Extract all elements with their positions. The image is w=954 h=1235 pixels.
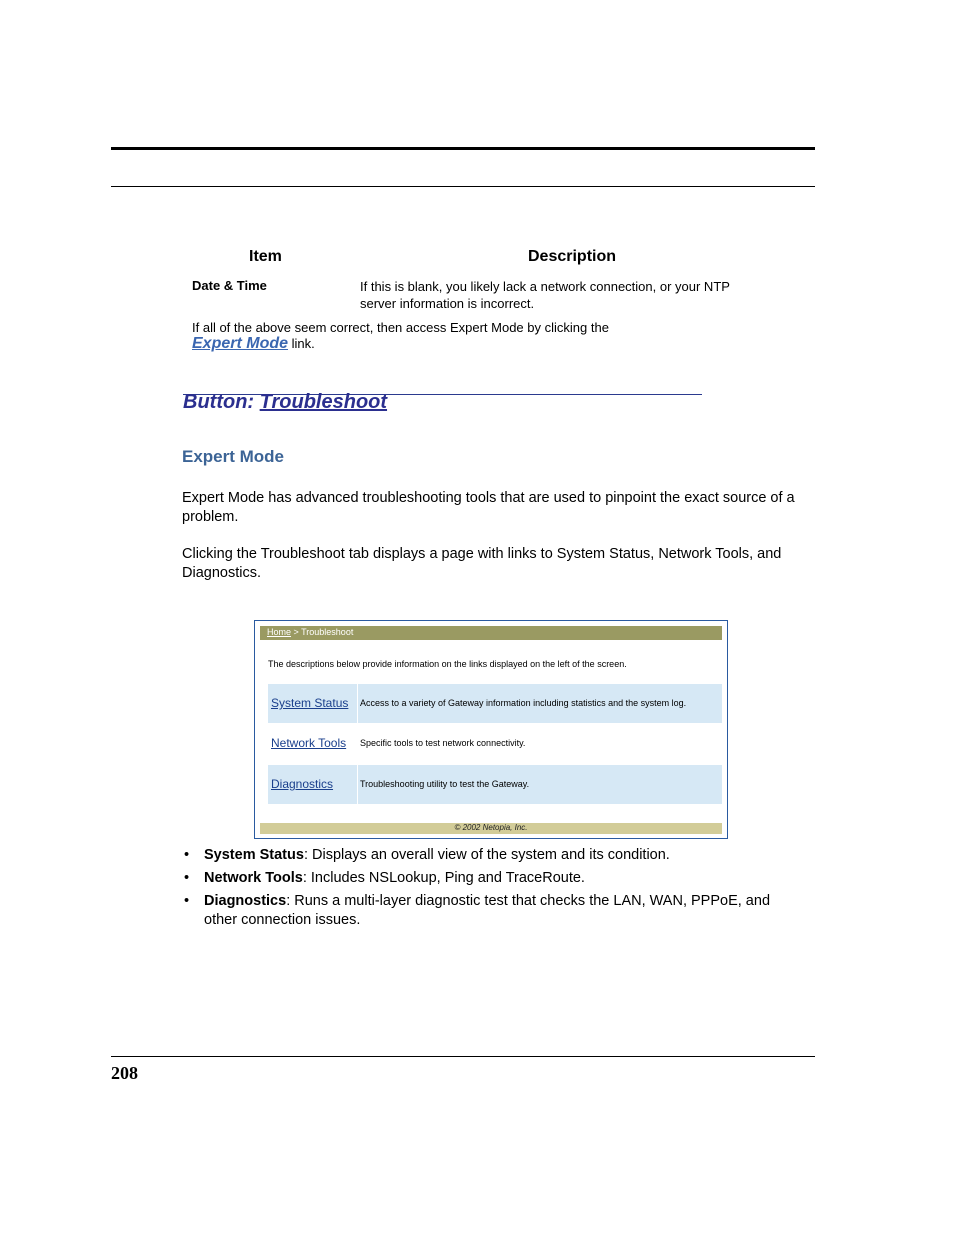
bullet-text: : Displays an overall view of the system and its condition. <box>303 847 670 863</box>
expert-mode-link[interactable]: Expert Mode <box>192 335 289 352</box>
link-cell <box>268 684 358 723</box>
table-header-description: Description <box>528 248 617 265</box>
bullet-term: Diagnostics <box>204 893 287 909</box>
instruction-link-line <box>192 335 315 353</box>
list-item <box>182 892 807 930</box>
breadcrumb-bar <box>260 626 722 640</box>
bullet-term: System Status <box>204 847 304 863</box>
instruction-text: If all of the above seem correct, then access Expert Mode by clicking the <box>192 320 609 335</box>
table-header-item: Item <box>249 248 282 265</box>
description-line-2: server information is incorrect. <box>360 296 535 311</box>
description-line-1: If this is blank, you likely lack a network connection, or your NTP <box>360 279 730 294</box>
bullet-list <box>182 846 807 934</box>
screenshot-footer <box>260 823 722 834</box>
breadcrumb-home-link[interactable]: Home <box>267 627 292 637</box>
troubleshoot-link[interactable]: Troubleshoot <box>259 391 388 413</box>
breadcrumb-current: Troubleshoot <box>301 627 354 637</box>
footer-rule <box>111 1056 815 1057</box>
list-item <box>268 684 722 723</box>
link-description: Access to a variety of Gateway information including statistics and the system log. <box>360 698 687 708</box>
bullet-text: : Runs a multi-layer diagnostic test that checks the LAN, WAN, PPPoE, and other connection issues. <box>204 893 771 928</box>
network-tools-link[interactable]: Network Tools <box>271 736 347 750</box>
subheading-expert-mode: Expert Mode <box>182 447 285 466</box>
system-status-link[interactable]: System Status <box>271 696 349 710</box>
screenshot-intro: The descriptions below provide information on the links displayed on the left of the screen. <box>268 659 627 669</box>
link-description: Specific tools to test network connectivity. <box>360 738 526 748</box>
section-title <box>183 391 387 414</box>
table-cell-item: Date & Time <box>192 278 267 293</box>
table-cell-description <box>360 278 780 312</box>
link-cell <box>268 724 358 763</box>
list-item <box>182 846 807 865</box>
paragraph-1: Expert Mode has advanced troubleshooting tools that are used to pinpoint the exact source of a problem. <box>182 490 795 525</box>
breadcrumb-separator: > <box>291 627 302 637</box>
copyright-text: © 2002 Netopia, Inc. <box>454 823 528 832</box>
page-number: 208 <box>111 1063 138 1083</box>
link-cell <box>268 765 358 804</box>
breadcrumb <box>267 627 353 637</box>
link-description: Troubleshooting utility to test the Gateway. <box>360 779 530 789</box>
bullet-text: : Includes NSLookup, Ping and TraceRoute. <box>302 870 585 886</box>
link-suffix: link. <box>288 336 315 351</box>
diagnostics-link[interactable]: Diagnostics <box>271 777 334 791</box>
header-rule-thick <box>111 147 815 150</box>
list-item <box>182 869 807 888</box>
bullet-term: Network Tools <box>204 870 303 886</box>
list-item <box>268 724 722 763</box>
bullet-dot: • <box>184 847 190 863</box>
paragraph-2: Clicking the Troubleshoot tab displays a page with links to System Status, Network Tools, and Diagnostics. <box>182 546 782 581</box>
bullet-dot: • <box>184 870 190 886</box>
list-item <box>268 765 722 804</box>
bullet-dot: • <box>184 893 190 909</box>
section-title-prefix: Button: <box>183 391 260 413</box>
troubleshoot-screenshot <box>254 620 728 839</box>
header-rule-thin <box>111 186 815 187</box>
